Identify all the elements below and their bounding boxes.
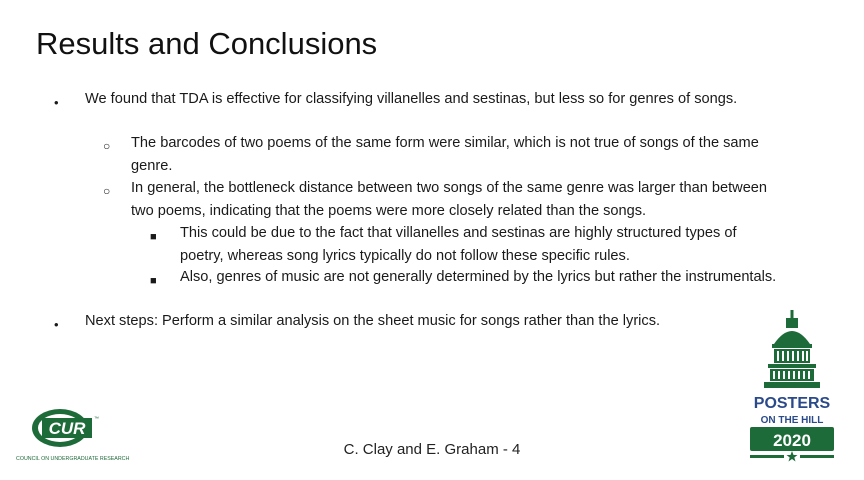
bullet-marker: ■ xyxy=(150,231,157,243)
bullet-marker: • xyxy=(54,95,59,110)
star-icon xyxy=(787,451,798,462)
poh-logo-rule-left xyxy=(750,455,784,458)
posters-on-the-hill-logo xyxy=(746,310,838,466)
cur-logo-mark: CUR xyxy=(48,419,86,438)
list-item: Also, genres of music are not generally determined by the lyrics but rather the instrumentals. xyxy=(180,269,777,285)
list-item: In general, the bottleneck distance between two songs of the same genre was larger than between two poems, indicating that the poems were more closely related than the songs. xyxy=(131,180,768,219)
poh-logo-rule-right xyxy=(800,455,834,458)
bullet-marker: ○ xyxy=(103,139,111,153)
poh-logo-subtitle: ON THE HILL xyxy=(760,415,824,426)
cur-logo-tm: ™ xyxy=(94,416,99,422)
slide-title: Results and Conclusions xyxy=(36,26,378,61)
poh-logo-title: POSTERS xyxy=(753,395,831,412)
poh-logo-year: 2020 xyxy=(773,431,811,450)
bullet-marker: ○ xyxy=(103,184,111,198)
list-item: This could be due to the fact that villanelles and sestinas are highly structured types of poetry, whereas song lyrics typically do not follow these specific rules. xyxy=(180,225,737,264)
list-item: The barcodes of two poems of the same form were similar, which is not true of songs of the same genre. xyxy=(131,135,759,174)
slide-footer: C. Clay and E. Graham - 4 xyxy=(343,441,521,458)
list-item: Next steps: Perform a similar analysis on the sheet music for songs rather than the lyrics. xyxy=(85,313,661,329)
bullet-marker: • xyxy=(54,317,59,332)
list-item: We found that TDA is effective for classifying villanelles and sestinas, but less so for genres of songs. xyxy=(85,91,738,107)
cur-logo-caption: COUNCIL ON UNDERGRADUATE RESEARCH xyxy=(16,456,130,462)
capitol-dome-icon xyxy=(764,310,820,388)
bullet-marker: ■ xyxy=(150,275,157,287)
